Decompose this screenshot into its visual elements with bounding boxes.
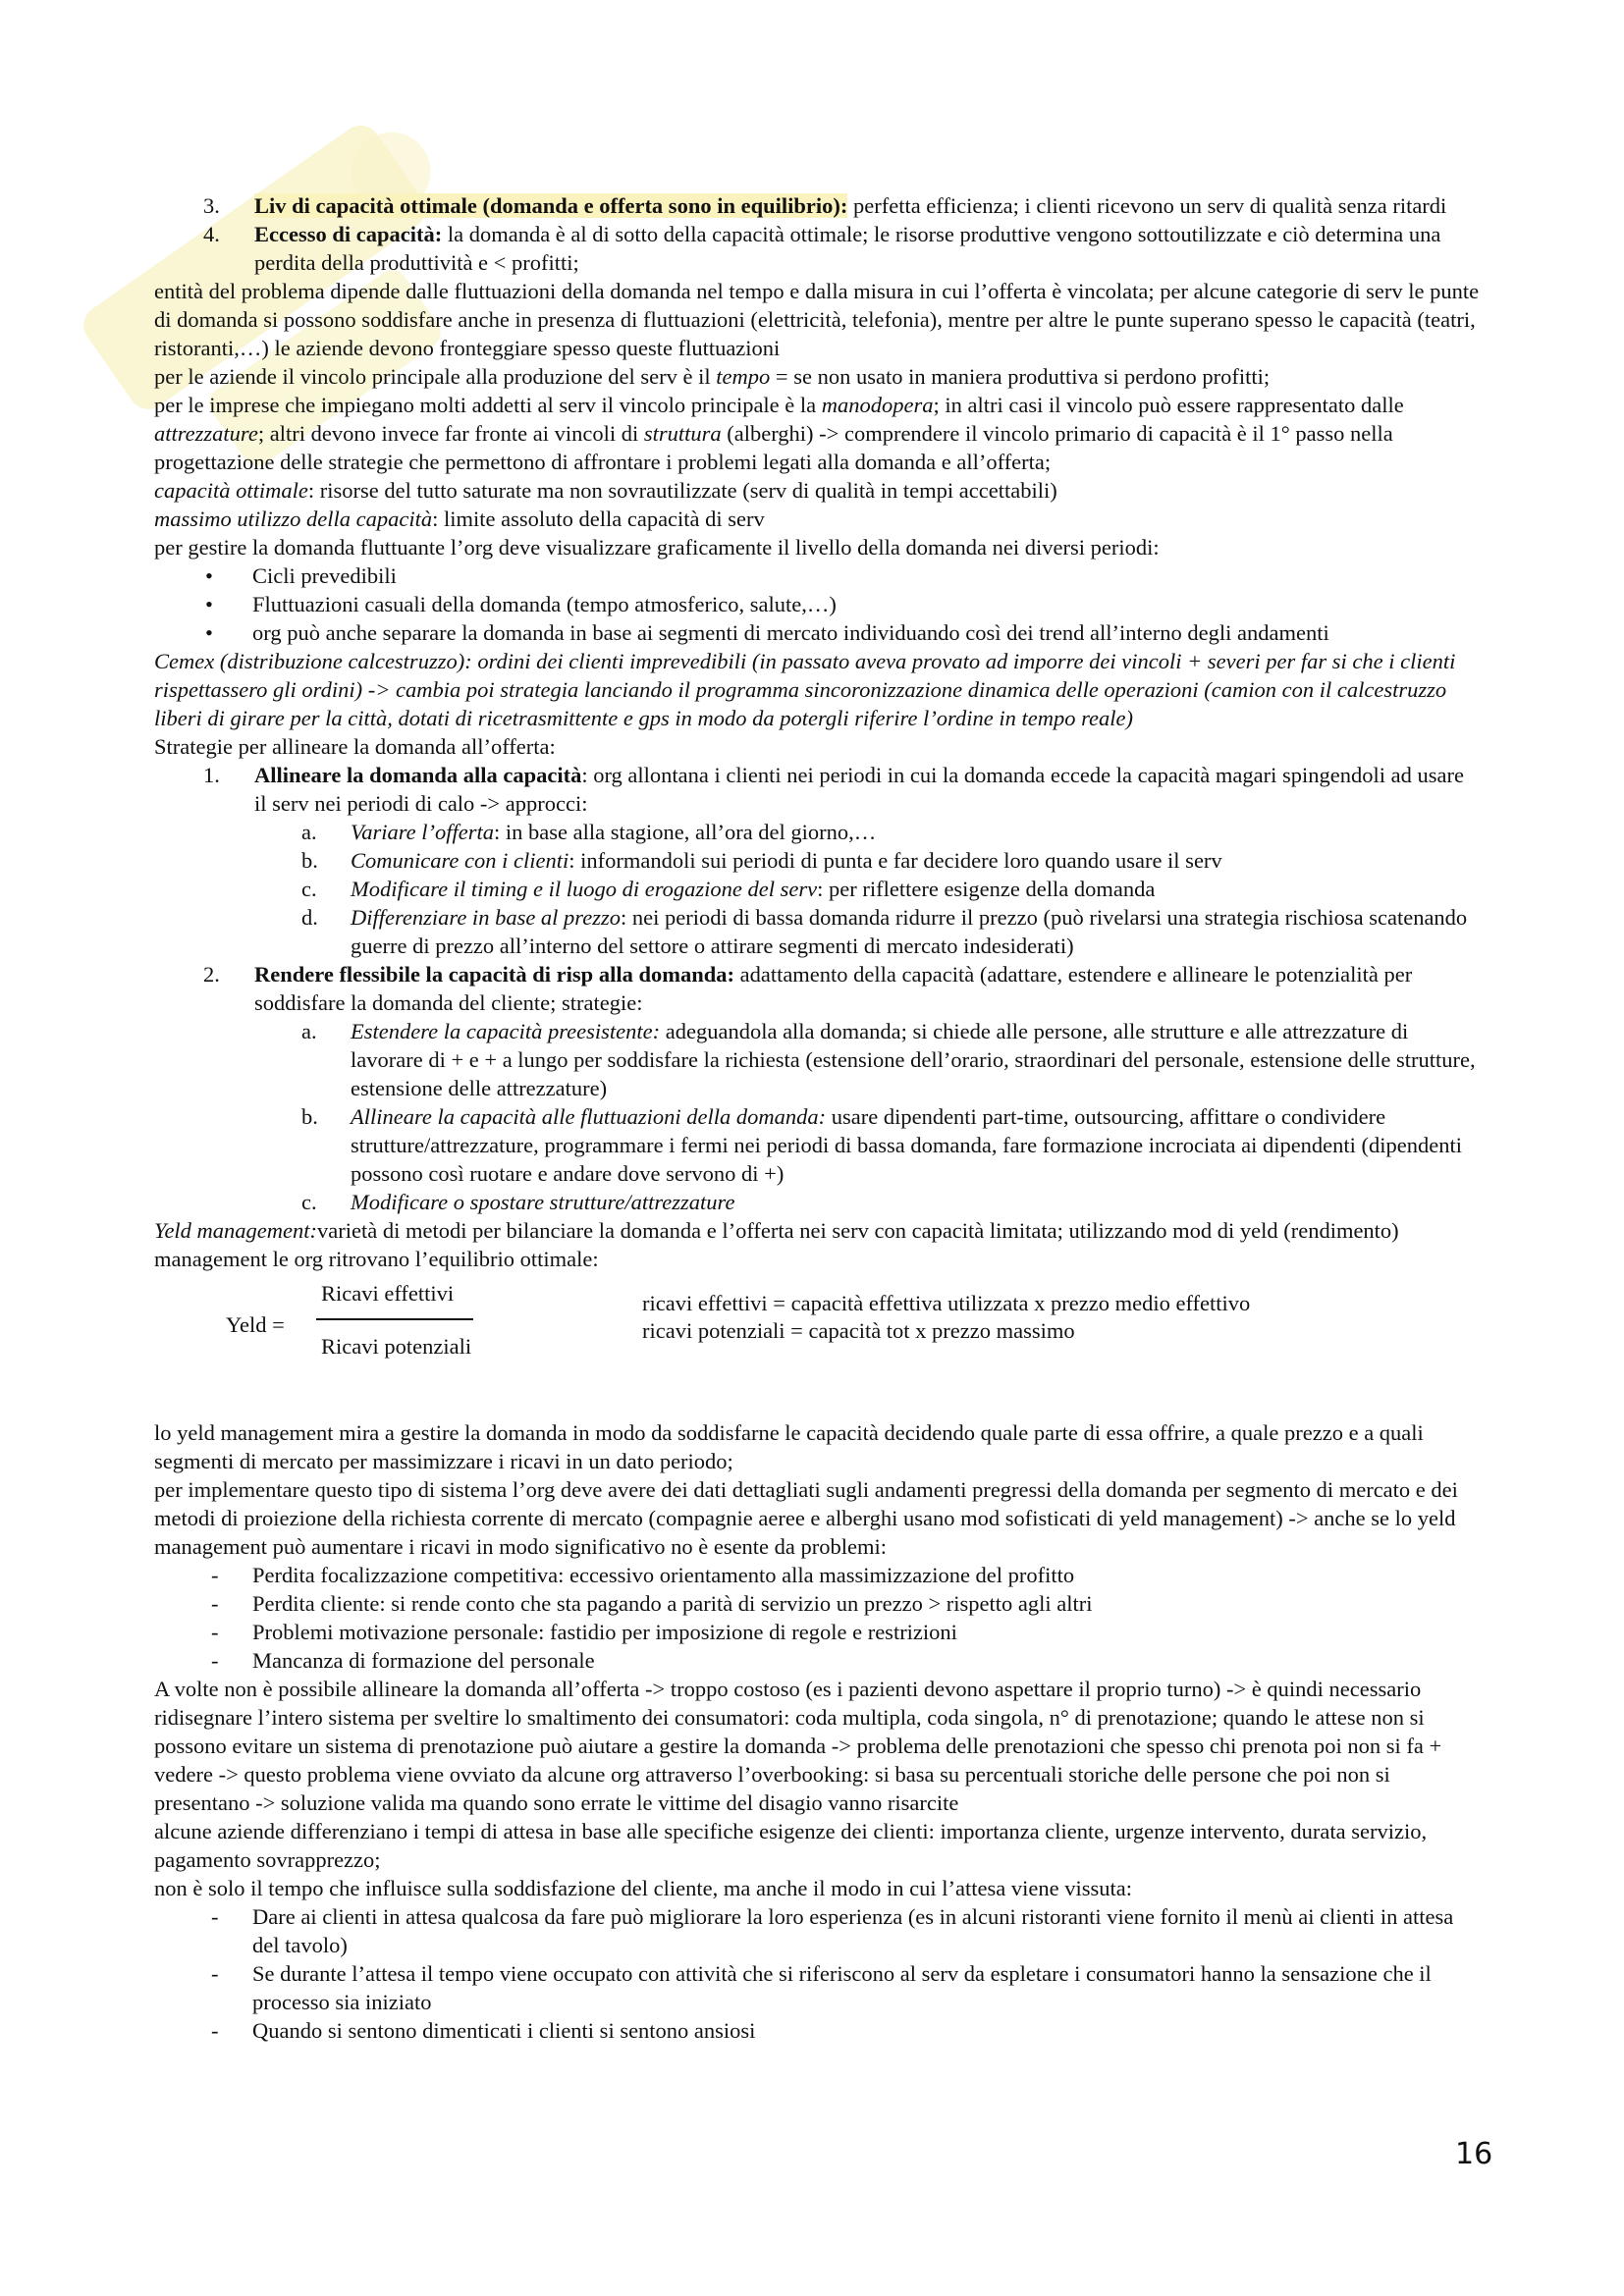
- sub-item: c. Modificare il timing e il luogo di erogazione del serv: per riflettere esigenze della domanda: [301, 877, 1156, 901]
- formula-definition: ricavi potenziali = capacità tot x prezzo massimo: [642, 1318, 1075, 1343]
- fraction-bar: [316, 1318, 473, 1320]
- sub-item: b. Comunicare con i clienti: informandoli sui periodi di punta e far decidere loro quando usare il serv: [301, 848, 1222, 873]
- paragraph: per implementare questo tipo di sistema l’org deve avere dei dati dettagliati sugli andamenti pregressi della domanda per segmento di mercato e dei metodi di proiezione della richiesta corrente di mercato (compagnie aeree e alberghi usano mod sofisticati di yeld management) -> anche se lo yeld management può aumentare i ricavi in modo significativo no è esente da problemi:: [154, 1477, 1458, 1559]
- bullet-item: • Fluttuazioni casuali della domanda (tempo atmosferico, salute,…): [205, 592, 837, 616]
- item-heading: Liv di capacità ottimale (domanda e offerta sono in equilibrio):: [254, 193, 848, 218]
- item-text: perfetta efficienza; i clienti ricevono un serv di qualità senza ritardi: [847, 193, 1447, 218]
- paragraph: alcune aziende differenziano i tempi di attesa in base alle specifiche esigenze dei clienti: importanza cliente, urgenze intervento, durata servizio, pagamento sovrapprezzo;: [154, 1819, 1428, 1872]
- section-title: Strategie per allineare la domanda all’offerta:: [154, 734, 556, 759]
- dash-item: - Se durante l’attesa il tempo viene occupato con attività che si riferiscono al serv da espletare i consumatori hanno la sensazione che il processo sia iniziato: [211, 1961, 1432, 2014]
- dash-item: - Quando si sentono dimenticati i clienti si sentono ansiosi: [211, 2018, 756, 2043]
- list-item: [154, 191, 1480, 220]
- paragraph: A volte non è possibile allineare la domanda all’offerta -> troppo costoso (es i pazienti devono aspettare il proprio turno) -> è quindi necessario ridisegnare l’intero sistema per sveltire lo smaltimento dei consumatori: coda multipla, coda singola, n° di prenotazione; quando le attese non si possono evitare un sistema di prenotazione può aiutare a gestire la domanda -> problema delle prenotazioni che spesso chi prenota poi non si fa + vedere -> questo problema viene ovviato da alcune org attraverso l’overbooking: si basa su percentuali storiche delle persone che poi non si presentano -> soluzione valida ma quando sono errate le vittime del disagio vanno risarcite: [154, 1677, 1442, 1815]
- formula-denominator: Ricavi potenziali: [321, 1334, 472, 1359]
- item-text: la domanda è al di sotto della capacità ottimale; le risorse produttive vengono sottoutilizzate e ciò determina una perdita della produttività e < profitti;: [254, 222, 1441, 275]
- definition: massimo utilizzo della capacità: limite assoluto della capacità di serv: [154, 507, 765, 531]
- paragraph: non è solo il tempo che influisce sulla soddisfazione del cliente, ma anche il modo in cui l’attesa viene vissuta:: [154, 1876, 1132, 1900]
- list-item: [154, 220, 1480, 277]
- bullet-icon: •: [205, 563, 213, 588]
- bullet-icon: •: [205, 592, 213, 616]
- list-item: 1. Allineare la domanda alla capacità: org allontana i clienti nei periodi in cui la domanda eccede la capacità magari spingendoli ad usare il serv nei periodi di calo -> approcci:: [203, 763, 1464, 816]
- definition: capacità ottimale: risorse del tutto saturate ma non sovrautilizzate (serv di qualità in tempi accettabili): [154, 478, 1057, 503]
- list-item: 2. Rendere flessibile la capacità di risp alla domanda: adattamento della capacità (adattare, estendere e allineare le potenzialità per soddisfare la domanda del cliente; strategie:: [203, 962, 1413, 1015]
- sub-item: b. Allineare la capacità alle fluttuazioni della domanda: usare dipendenti part-time, outsourcing, affittare o condividere strutture/attrezzature, programmare i fermi nei periodi di bassa domanda, fare formazione incrociata ai dipendenti (dipendenti possono così ruotare e andare dove servono di +): [301, 1104, 1463, 1186]
- formula-numerator: Ricavi effettivi: [321, 1281, 455, 1306]
- list-number: 4.: [203, 222, 220, 246]
- case-study: Cemex (distribuzione calcestruzzo): ordini dei clienti imprevedibili (in passato aveva provato ad imporre dei vincoli + severi per far si che i clienti rispettassero gli ordini) -> cambia poi strategia lanciando il programma sincoronizzazione dinamica delle operazioni (camion con il calcestruzzo liberi di girare per la città, dotati di ricetrasmittente e gps in modo da potergli riferire l’ordine in tempo reale): [154, 649, 1456, 730]
- paragraph: entità del problema dipende dalle fluttuazioni della domanda nel tempo e dalla misura in cui l’offerta è vincolata; per alcune categorie di serv le punte di domanda si possono soddisfare anche in presenza di fluttuazioni (elettricità, telefonia), mentre per altre le punte superano spesso le capacità (teatri, ristoranti,…) le aziende devono fronteggiare spesso queste fluttuazioni: [154, 279, 1480, 360]
- dash-item: - Mancanza di formazione del personale: [211, 1648, 595, 1673]
- yeld-formula: [154, 1279, 1480, 1393]
- sub-item: d. Differenziare in base al prezzo: nei periodi di bassa domanda ridurre il prezzo (può rivelarsi una strategia rischiosa scatenando guerre di prezzo all’interno del settore o attirare segmenti di mercato indesiderati): [301, 905, 1468, 958]
- paragraph: per le aziende il vincolo principale alla produzione del serv è il tempo = se non usato in maniera produttiva si perdono profitti;: [154, 364, 1271, 389]
- document-body: [154, 191, 1480, 2045]
- bullet-item: • org può anche separare la domanda in base ai segmenti di mercato individuando così dei trend all’interno degli andamenti: [205, 620, 1329, 645]
- dash-item: - Perdita focalizzazione competitiva: eccessivo orientamento alla massimizzazione del profitto: [211, 1563, 1075, 1587]
- bullet-item: • Cicli prevedibili: [205, 563, 397, 588]
- dash-item: - Problemi motivazione personale: fastidio per imposizione di regole e restrizioni: [211, 1620, 957, 1644]
- paragraph: per le imprese che impiegano molti addetti al serv il vincolo principale è la manodopera; in altri casi il vincolo può essere rappresentato dalle attrezzature; altri devono invece far fronte ai vincoli di struttura (alberghi) -> comprendere il vincolo primario di capacità è il 1° passo nella progettazione delle strategie che permettono di affrontare i problemi legati alla domanda e all’offerta;: [154, 393, 1404, 474]
- paragraph: lo yeld management mira a gestire la domanda in modo da soddisfarne le capacità decidendo quale parte di essa offrire, a quale prezzo e a quali segmenti di mercato per massimizzare i ricavi in un dato periodo;: [154, 1420, 1424, 1473]
- paragraph: per gestire la domanda fluttuante l’org deve visualizzare graficamente il livello della domanda nei diversi periodi:: [154, 535, 1160, 560]
- dash-item: - Dare ai clienti in attesa qualcosa da fare può migliorare la loro esperienza (es in alcuni ristoranti viene fornito il menù ai clienti in attesa del tavolo): [211, 1904, 1454, 1957]
- sub-item: a. Estendere la capacità preesistente: adeguandola alla domanda; si chiede alle persone, alle strutture e alle attrezzature di lavorare di + e + a lungo per soddisfare la richiesta (estensione dell’orario, straordinari del personale, estensione delle strutture, estensione delle attrezzature): [301, 1019, 1476, 1100]
- dash-item: - Perdita cliente: si rende conto che sta pagando a parità di servizio un prezzo > rispetto agli altri: [211, 1591, 1093, 1616]
- sub-item: a. Variare l’offerta: in base alla stagione, all’ora del giorno,…: [301, 820, 877, 844]
- list-number: 3.: [203, 193, 220, 218]
- item-heading: Eccesso di capacità:: [254, 222, 443, 246]
- bullet-icon: •: [205, 620, 213, 645]
- formula-definition: ricavi effettivi = capacità effettiva utilizzata x prezzo medio effettivo: [642, 1291, 1251, 1315]
- page-number: 16: [1455, 2137, 1493, 2171]
- sub-item: c. Modificare o spostare strutture/attrezzature: [301, 1190, 735, 1214]
- definition: Yeld management:varietà di metodi per bilanciare la domanda e l’offerta nei serv con capacità limitata; utilizzando mod di yeld (rendimento) management le org ritrovano l’equilibrio ottimale:: [154, 1218, 1399, 1271]
- formula-label: Yeld =: [226, 1312, 285, 1337]
